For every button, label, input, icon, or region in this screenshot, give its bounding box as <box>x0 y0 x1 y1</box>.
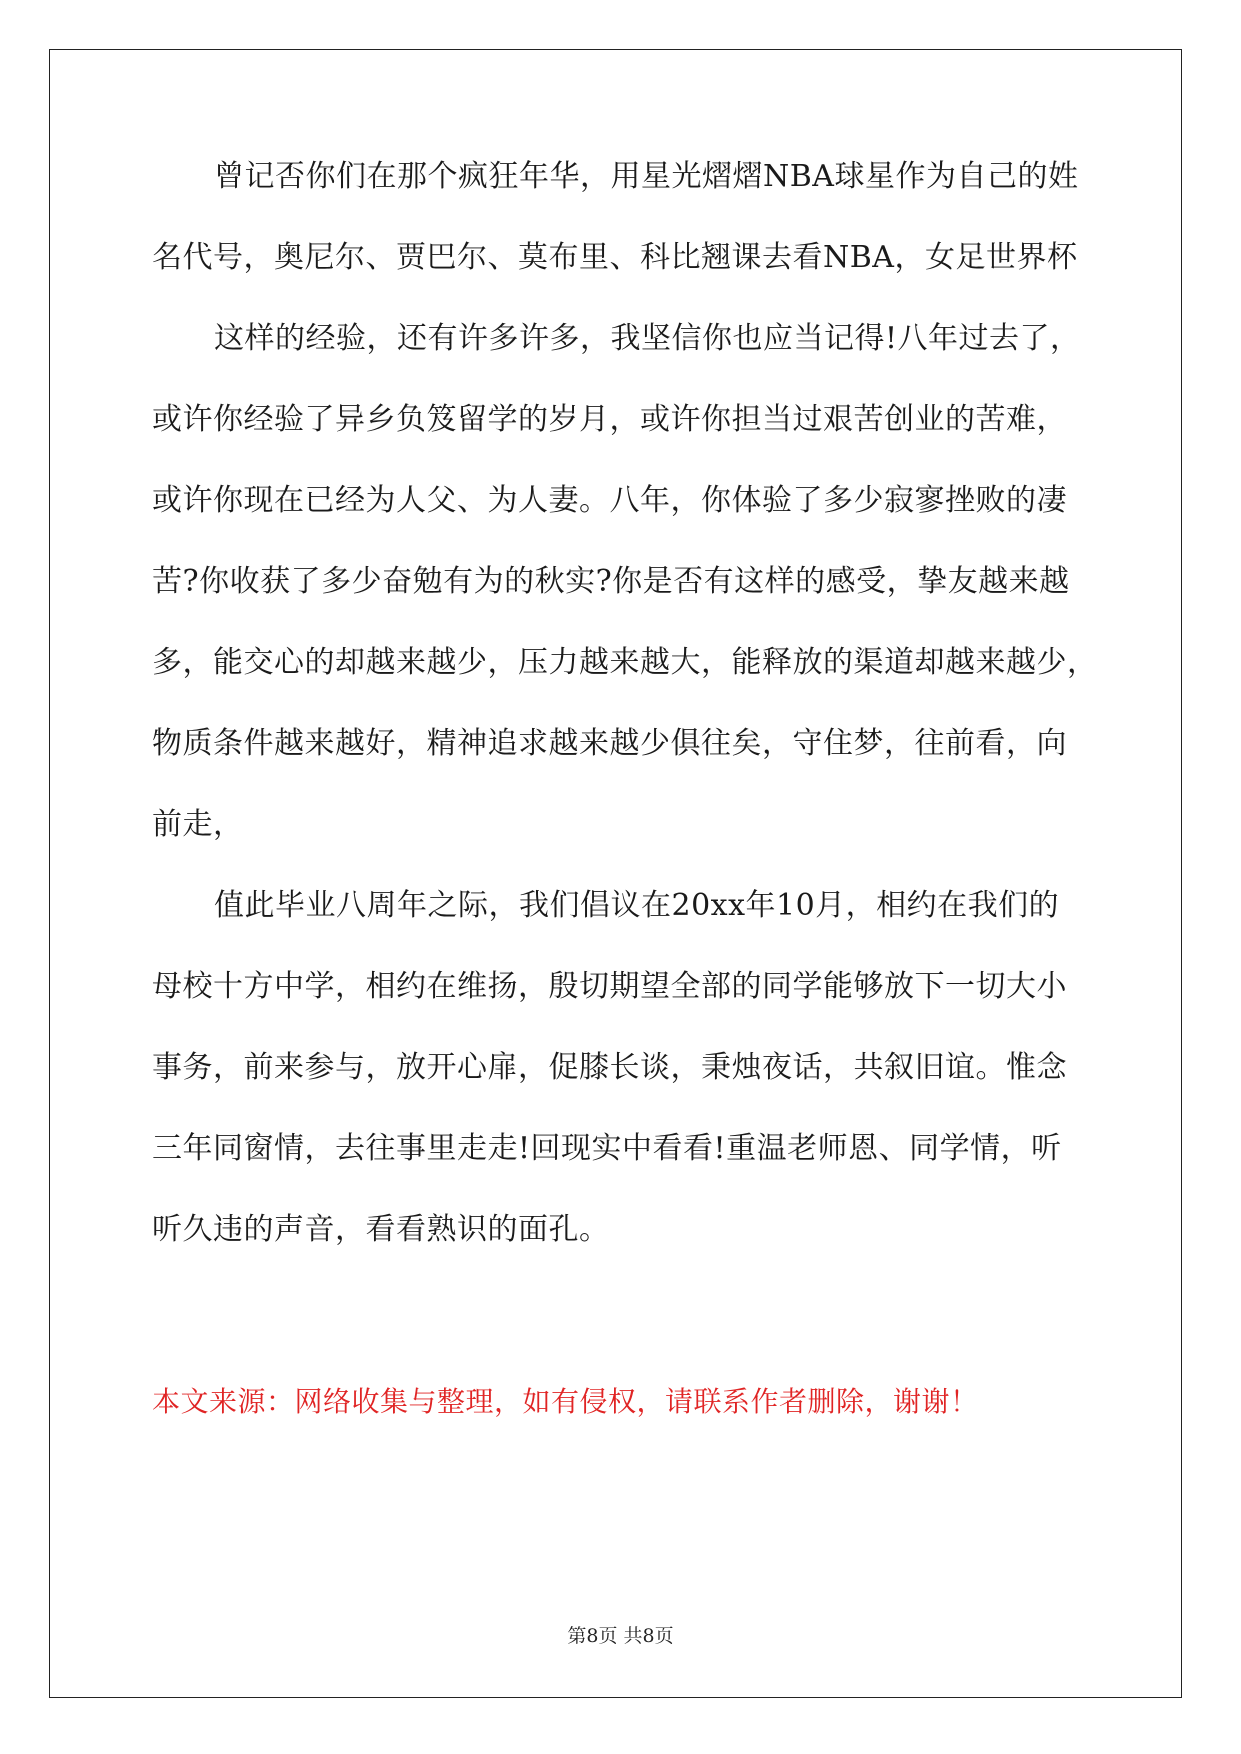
paragraph-3-line-5: 听久违的声音，看看熟识的面孔。 <box>152 1212 610 1247</box>
paragraph-2-line-4: 苦?你收获了多少奋勉有为的秋实?你是否有这样的感受，挚友越来越 <box>152 564 1070 599</box>
paragraph-2-line-3: 或许你现在已经为人父、为人妻。八年，你体验了多少寂寥挫败的凄 <box>152 483 1067 518</box>
paragraph-2-line-5: 多，能交心的却越来越少，压力越来越大，能释放的渠道却越来越少， <box>152 645 1098 680</box>
paragraph-3-line-3: 事务，前来参与，放开心扉，促膝长谈，秉烛夜话，共叙旧谊。惟念 <box>152 1050 1067 1085</box>
paragraph-2-line-6: 物质条件越来越好，精神追求越来越少俱往矣，守住梦，往前看，向 <box>152 726 1067 761</box>
paragraph-2-line-1: 这样的经验，还有许多许多，我坚信你也应当记得!八年过去了， <box>214 321 1081 356</box>
paragraph-3-line-2: 母校十方中学，相约在维扬，殷切期望全部的同学能够放下一切大小 <box>152 969 1067 1004</box>
source-note: 本文来源：网络收集与整理，如有侵权，请联系作者删除，谢谢！ <box>152 1385 979 1418</box>
paragraph-3-line-1: 值此毕业八周年之际，我们倡议在20xx年10月，相约在我们的 <box>214 888 1060 923</box>
document-body <box>152 159 1098 1296</box>
paragraph-2-line-2: 或许你经验了异乡负笈留学的岁月，或许你担当过艰苦创业的苦难， <box>152 402 1067 437</box>
paragraph-1-line-1: 曾记否你们在那个疯狂年华，用星光熠熠NBA球星作为自己的姓 <box>214 159 1079 194</box>
paragraph-3-line-4: 三年同窗情，去往事里走走!回现实中看看!重温老师恩、同学情，听 <box>152 1131 1062 1166</box>
paragraph-2-line-7: 前走， <box>152 807 244 842</box>
page-number-footer: 第8页 共8页 <box>567 1625 674 1647</box>
paragraph-1-line-2: 名代号，奥尼尔、贾巴尔、莫布里、科比翘课去看NBA，女足世界杯 <box>152 240 1078 275</box>
